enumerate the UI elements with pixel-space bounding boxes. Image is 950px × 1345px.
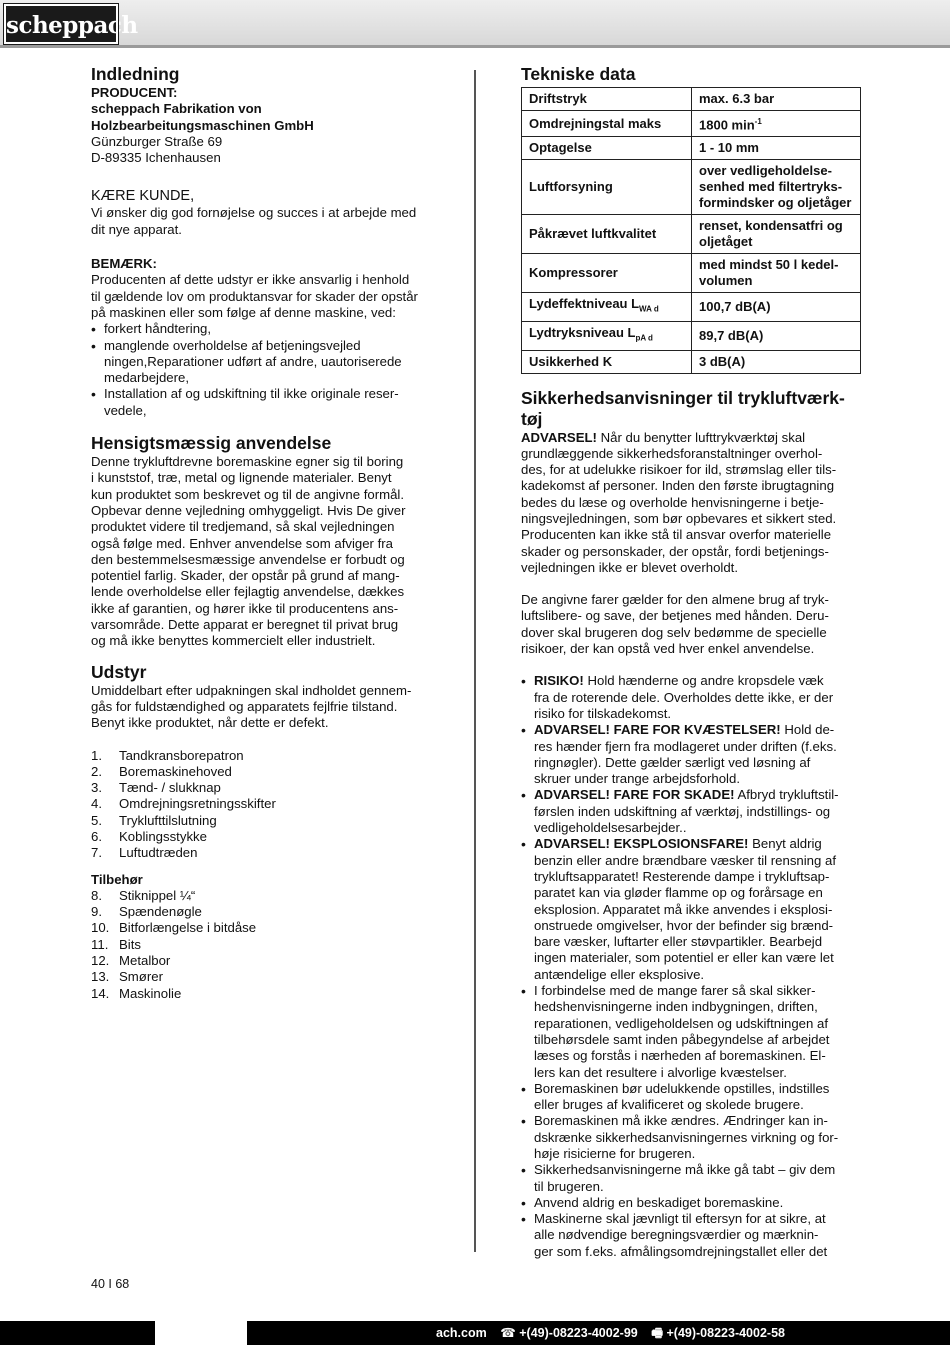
bullet-bold-label: RISIKO! <box>534 673 584 689</box>
warning-line-text: grundlæggende sikkerhedsforanstaltninger overhol- <box>521 445 823 461</box>
intended-use-line: den bestemmelsesmæssige anvendelse er forbudt og <box>91 551 405 567</box>
bullet-line-text: læses og forstås i nærheden af boremaskinen. El- <box>534 1048 826 1064</box>
bullet-line <box>534 739 861 755</box>
producer-street: Günzburger Straße 69 <box>91 133 223 149</box>
bullet-line: vedele, <box>104 402 147 418</box>
general-text <box>521 592 861 657</box>
tech-row <box>522 111 861 137</box>
tech-key-subscript: pA d <box>635 333 653 343</box>
safety-bullet <box>521 836 861 983</box>
intended-use-line: produktet videre til tredjemand, så skal vejledningen <box>91 519 395 535</box>
tech-row <box>522 137 861 160</box>
warning-line <box>521 495 861 511</box>
part-label: Boremaskinehoved <box>119 763 232 779</box>
tech-value-line: senhed med filtertryks- <box>699 179 843 195</box>
bullet-line-text: antændelige eller eksplosive. <box>534 966 705 982</box>
warning-line-text: kadekomst af personer. Inden den første ibrugtagning <box>521 478 835 494</box>
bullet-line-text: I forbindelse med de mange farer så skal sikker- <box>534 983 816 999</box>
bullet-line-text: til brugeren. <box>534 1178 604 1194</box>
part-item <box>91 796 436 812</box>
part-label: Spændenøgle <box>119 904 202 920</box>
tech-value-line: med mindst 50 l kedel- <box>699 257 839 273</box>
note-bullet-list <box>91 321 436 419</box>
customer-text-line: Vi ønsker dig god fornøjelse og succes i at arbejde med <box>91 205 417 221</box>
left-column <box>91 64 436 1002</box>
bullet-line <box>534 1244 861 1260</box>
safety-bullet <box>521 787 861 836</box>
tech-key <box>522 88 692 111</box>
warning-text <box>521 430 861 577</box>
part-number: 2. <box>91 763 102 779</box>
safety-bullet <box>521 1113 861 1162</box>
bullet-line-text: Boremaskinen må ikke ændres. Ændringer kan in- <box>534 1113 828 1129</box>
warning-line-text: bedes du læse og overholde henvisningerne i betje- <box>521 494 824 510</box>
tech-value-line: volumen <box>699 273 753 289</box>
part-number: 4. <box>91 796 102 812</box>
brand-logo: scheppach <box>4 4 118 44</box>
tech-value-line: formindsker og oljetåger <box>699 195 852 211</box>
bullet-line <box>534 836 861 852</box>
tech-value-line: max. 6.3 bar <box>699 91 775 106</box>
part-item <box>91 780 436 796</box>
footer-website[interactable]: ach.com <box>436 1326 487 1340</box>
safety-bullet <box>521 1162 861 1195</box>
tech-row <box>522 88 861 111</box>
warning-line-text: vejledningen ikke er blevet overholdt. <box>521 559 738 575</box>
warning-line-text: des, for at udelukke risikoer for ild, strømslag eller tils- <box>521 462 837 478</box>
bullet-line <box>534 755 861 771</box>
tech-row <box>522 160 861 215</box>
part-item <box>91 748 436 764</box>
bullet-line-text: risiko for tilskadekomst. <box>534 705 672 721</box>
tech-value <box>692 321 861 350</box>
bullet-line <box>534 869 861 885</box>
tech-key <box>522 293 692 322</box>
warning-line <box>521 560 861 576</box>
tech-row <box>522 215 861 254</box>
warning-line-text: skader og personskader, der opstår, fordi betjenings- <box>521 543 829 559</box>
bullet-line-text: fra de roterende dele. Overholdes dette ikke, er der <box>534 689 834 705</box>
general-line: risikoer, der kan opstå ved hver enkel anvendelse. <box>521 641 815 657</box>
bullet-line-text: dskrænke sikkerhedsanvisningernes virkning og for- <box>534 1129 839 1145</box>
note-line: til gældende lov om produktansvar for skader der opstår <box>91 288 418 304</box>
part-label: Luftudtræden <box>119 845 198 861</box>
bullet-line-text: vedligeholdelsesarbejder.. <box>534 820 687 836</box>
bullet-line <box>534 1227 861 1243</box>
bullet-line <box>534 1130 861 1146</box>
part-label: Smører <box>119 969 163 985</box>
tech-key-text: Kompressorer <box>529 265 618 281</box>
bullet-line <box>534 918 861 934</box>
intended-use-line: og må ikke benyttes kommercielt eller industrielt. <box>91 633 376 649</box>
tech-key <box>522 350 692 373</box>
part-label: Koblingsstykke <box>119 828 207 844</box>
tech-value <box>692 254 861 293</box>
safety-bullet <box>521 983 861 1081</box>
part-label: Bits <box>119 936 141 952</box>
equipment-heading: Udstyr <box>91 661 147 682</box>
bullet-line <box>534 934 861 950</box>
bullet-line <box>534 1065 861 1081</box>
bullet-bold-label: ADVARSEL! EKSPLOSIONSFARE! <box>534 836 749 852</box>
safety-heading-line: Sikkerhedsanvisninger til trykluftværk- <box>521 387 845 408</box>
warning-line <box>521 446 861 462</box>
tech-value <box>692 111 861 137</box>
part-number: 12. <box>91 953 110 969</box>
equipment-line: Umiddelbart efter udpakningen skal indholdet gennem- <box>91 682 412 698</box>
intended-use-text <box>91 454 436 650</box>
part-item <box>91 953 436 969</box>
general-line: dover skal brugeren dog selv bedømme de specielle <box>521 624 827 640</box>
part-item <box>91 920 436 936</box>
bullet-line: • Installation af og udskiftning til ikke originale reser- <box>104 386 399 402</box>
part-number: 11. <box>91 936 109 952</box>
column-divider <box>474 70 476 1252</box>
tech-key <box>522 254 692 293</box>
bullet-line-text: lers kan det resultere i alvorlige kvæstelser. <box>534 1064 787 1080</box>
part-number: 10. <box>91 920 110 936</box>
tech-value <box>692 293 861 322</box>
part-label: Tryklufttilslutning <box>119 812 217 828</box>
bullet-line <box>534 983 861 999</box>
safety-bullet <box>521 722 861 787</box>
bullet-line-text: reparationen, vedligeholdelsen og udskiftningen af <box>534 1015 829 1031</box>
bullet-line <box>534 1162 861 1178</box>
bullet-line-text: hedshenvisningerne inden indbygningen, driften, <box>534 999 818 1015</box>
warning-line-text: Når du benytter lufttrykværktøj skal <box>596 429 806 445</box>
bullet-line <box>534 999 861 1015</box>
bullet-line <box>534 690 861 706</box>
note-line: på maskinen eller som følge af denne maskine, ved: <box>91 304 396 320</box>
bullet-line <box>534 1195 861 1211</box>
part-number: 1. <box>91 747 102 763</box>
general-line: luftslibere- og save, der betjenes med hånden. Deru- <box>521 608 829 624</box>
safety-bullet <box>521 1211 861 1260</box>
part-number: 14. <box>91 985 110 1001</box>
bullet-line <box>534 1048 861 1064</box>
note-bullet <box>91 321 436 337</box>
tech-key-subscript: WA d <box>639 304 659 314</box>
intended-use-line: i kunststof, træ, metal og lignende materialer. Benyt <box>91 470 392 486</box>
parts-list <box>91 748 436 862</box>
warning-line-text: ningsvejledningen, som bør opbevares et sikkert sted. <box>521 511 837 526</box>
tech-row <box>522 321 861 350</box>
bullet-line-text: eller bruges af kvalificeret og skolede brugere. <box>534 1097 804 1113</box>
tech-row <box>522 254 861 293</box>
bullet-line-text: Maskinerne skal jævnligt til eftersyn for at sikre, at <box>534 1211 826 1227</box>
bullet-line-text: Benyt aldrig <box>748 836 822 852</box>
accessories-heading: Tilbehør <box>91 871 143 887</box>
part-label: Bitforlængelse i bitdåse <box>119 920 257 936</box>
bullet-line-text: Hold de- <box>780 722 835 738</box>
note-bullet <box>91 338 436 387</box>
part-number: 3. <box>91 780 102 796</box>
tech-value-superscript: -1 <box>754 117 762 126</box>
tech-key-text: Usikkerhed K <box>529 353 613 369</box>
bullet-line-text: ingen materialer, som potentiel er eller kan være let <box>534 950 834 966</box>
intended-use-line: Opbevar denne vejledning omhyggeligt. Hvis De giver <box>91 502 406 518</box>
footer-fax: 🖷 +(49)-08223-4002-58 <box>651 1326 785 1340</box>
warning-line <box>521 544 861 560</box>
tech-value-line: 100,7 dB(A) <box>699 299 771 315</box>
part-item <box>91 764 436 780</box>
general-line: De angivne farer gælder for den almene brug af tryk- <box>521 592 829 608</box>
safety-bullet <box>521 1195 861 1211</box>
bullet-line <box>534 1016 861 1032</box>
bullet-line-text: benzin eller andre brændbare væsker til rensning af <box>534 852 837 868</box>
safety-bullet <box>521 673 861 722</box>
bullet-line: medarbejdere, <box>104 370 190 386</box>
part-item <box>91 904 436 920</box>
producer-label: PRODUCENT: <box>91 85 178 100</box>
bullet-line <box>534 950 861 966</box>
safety-bullet <box>521 1081 861 1114</box>
note-text <box>91 272 436 321</box>
bullet-line-text: tilbehørsdele samt inden påbegyndelse af arbejdet <box>534 1031 830 1047</box>
customer-heading: KÆRE KUNDE, <box>91 188 195 205</box>
intended-use-line: ikke af garantien, og hører ikke til producentens ans- <box>91 600 399 616</box>
warning-line <box>521 462 861 478</box>
part-item <box>91 969 436 985</box>
bullet-line <box>534 1211 861 1227</box>
part-item <box>91 829 436 845</box>
header-bar <box>0 0 950 48</box>
customer-text-line: dit nye apparat. <box>91 221 182 237</box>
tech-value-line: oljetåget <box>699 234 753 250</box>
note-line: Producenten af dette udstyr er ikke ansvarlig i henhold <box>91 272 410 288</box>
bullet-line-text: Sikkerhedsanvisningerne må ikke gå tabt – giv dem <box>534 1162 836 1178</box>
producer-city: D-89335 Ichenhausen <box>91 150 221 166</box>
tech-value-line: over vedligeholdelse- <box>699 163 832 179</box>
bullet-line <box>534 706 861 722</box>
equipment-text <box>91 683 436 732</box>
part-label: Tandkransborepatron <box>119 747 244 763</box>
bullet-line-text: Afbryd trykluftstil- <box>734 787 839 803</box>
tech-value <box>692 350 861 373</box>
footer-contacts <box>436 1321 795 1345</box>
bullet-line-text: bare væsker, luftarter eller støvpartikler. Bearbejd <box>534 934 823 950</box>
bullet-line <box>534 722 861 738</box>
bullet-line <box>534 967 861 983</box>
footer-bar <box>0 1321 950 1345</box>
tech-value-line: 89,7 dB(A) <box>699 327 764 343</box>
equipment-line: gås for fuldstændighed og apparatets fejlfrie tilstand. <box>91 698 398 714</box>
part-label: Stiknippel ¼“ <box>119 887 196 903</box>
tech-key-text: Lydtryksniveau L <box>529 324 636 340</box>
tech-value <box>692 88 861 111</box>
bullet-line <box>534 853 861 869</box>
page-number: 40 I 68 <box>91 1277 130 1291</box>
bullet-line <box>534 787 861 803</box>
bullet-line-text: res hænder fjern fra modlageret under driften (f.eks. <box>534 738 837 754</box>
bullet-line-text: Boremaskinen bør udelukkende opstilles, indstilles <box>534 1080 830 1096</box>
warning-line <box>521 527 861 543</box>
bullet-bold-label: ADVARSEL! FARE FOR KVÆSTELSER! <box>534 722 781 738</box>
bullet-line <box>534 1032 861 1048</box>
part-item <box>91 937 436 953</box>
part-number: 9. <box>91 904 102 920</box>
footer-phone: ☎ +(49)-08223-4002-99 <box>500 1326 638 1340</box>
tech-value-line: 1 - 10 mm <box>699 140 759 156</box>
bullet-line-text: paratet kan via gløder flamme op og forårsage en <box>534 885 823 901</box>
intended-use-line: varsområde. Dette apparat er beregnet til privat brug <box>91 617 399 633</box>
bullet-line-text: Hold hænderne og andre kropsdele væk <box>583 673 824 689</box>
tech-key-text: Driftstryk <box>529 91 587 106</box>
tech-key-text: Luftforsyning <box>529 179 613 195</box>
intended-use-line: potentiel farlig. Skader, der opstår på grund af mang- <box>91 568 400 584</box>
part-item <box>91 845 436 861</box>
warning-line <box>521 511 861 527</box>
part-number: 6. <box>91 828 102 844</box>
tech-key-text: Lydeffektniveau L <box>529 296 640 312</box>
bullet-line <box>534 804 861 820</box>
safety-bullet-list <box>521 673 861 1260</box>
warning-line-text: Producenten kan ikke stå til ansvar overfor materielle <box>521 527 832 543</box>
tech-value <box>692 215 861 254</box>
part-number: 13. <box>91 969 110 985</box>
warning-line <box>521 478 861 494</box>
part-number: 8. <box>91 887 102 903</box>
tech-key-text: Omdrejningstal maks <box>529 115 662 131</box>
intro-heading: Indledning <box>91 64 180 84</box>
part-label: Maskinolie <box>119 985 182 1001</box>
tech-value <box>692 137 861 160</box>
note-bullet <box>91 386 436 419</box>
part-item <box>91 986 436 1002</box>
warning-line <box>521 430 861 446</box>
tech-key <box>522 215 692 254</box>
bullet-line: ningen,Reparationer udført af andre, uautoriserede <box>104 353 402 369</box>
equipment-line: Benyt ikke produktet, når dette er defekt. <box>91 715 329 731</box>
tech-key <box>522 321 692 350</box>
bullet-line-text: onstruede omgivelser, hvor der befinder sig brænd- <box>534 917 834 933</box>
bullet-line-text: alle nødvendige beregningsværdier og mærknin- <box>534 1227 819 1243</box>
producer-name-line: scheppach Fabrikation von <box>91 101 262 117</box>
tech-data-heading: Tekniske data <box>521 64 636 84</box>
part-label: Tænd- / slukknap <box>119 780 221 796</box>
bullet-line-text: høje risicierne for brugeren. <box>534 1145 696 1161</box>
part-label: Metalbor <box>119 953 171 969</box>
tech-value-line: 1800 $\min^{-1}$ <box>699 117 762 133</box>
tech-value <box>692 160 861 215</box>
bullet-line <box>534 820 861 836</box>
bullet-bold-label: ADVARSEL! FARE FOR SKADE! <box>534 787 735 803</box>
bullet-line-text: trykluftsapparatet! Resterende dampe i trykluftsap- <box>534 868 830 884</box>
bullet-line <box>534 885 861 901</box>
intended-use-line: Denne trykluftdrevne boremaskine egner sig til boring <box>91 454 404 470</box>
bullet-line <box>534 1113 861 1129</box>
intended-use-line: også følge med. Enhver anvendelse som afviger fra <box>91 535 394 551</box>
bullet-line <box>534 1146 861 1162</box>
tech-key-text: Optagelse <box>529 140 592 156</box>
bullet-line-text: førslen inden udskiftning af værktøj, indstillings- og <box>534 803 831 819</box>
part-label: Omdrejningsretningsskifter <box>119 796 276 812</box>
tech-value-line: renset, kondensatfri og <box>699 218 843 234</box>
tech-key-text: Påkrævet luftkvalitet <box>529 226 657 242</box>
bullet-line-text: ringnøgler). Dette gælder særligt ved løsning af <box>534 754 811 770</box>
right-column <box>521 64 861 1260</box>
intended-use-line: kun produktet som beskrevet og til de angivne formål. <box>91 486 405 502</box>
bullet-line-text: ger som f.eks. afmålingsomdrejningstallet eller det <box>534 1243 828 1259</box>
bullet-line: • manglende overholdelse af betjeningsvejled <box>104 337 361 353</box>
bullet-line-text: Anvend aldrig en beskadiget boremaskine. <box>534 1194 784 1210</box>
bullet-line-text: eksplosion. Apparatet må ikke anvendes i eksplosi- <box>534 901 833 917</box>
tech-value-line: 3 dB(A) <box>699 353 746 369</box>
bullet-line <box>534 771 861 787</box>
tech-row <box>522 293 861 322</box>
part-number: 5. <box>91 812 102 828</box>
part-number: 7. <box>91 845 102 861</box>
tech-key <box>522 111 692 137</box>
intended-use-heading: Hensigtsmæssig anvendelse <box>91 433 332 454</box>
note-heading: BEMÆRK: <box>91 256 157 272</box>
bullet-line: • forkert håndtering, <box>104 321 212 337</box>
bullet-line <box>534 1179 861 1195</box>
producer-name-line: Holzbearbeitungsmaschinen GmbH <box>91 117 314 133</box>
tech-key <box>522 137 692 160</box>
warning-label: ADVARSEL! <box>521 429 597 445</box>
intended-use-line: lende overholdelse eller fejlagtig anvendelse, dækkes <box>91 584 405 600</box>
part-item <box>91 813 436 829</box>
tech-key <box>522 160 692 215</box>
footer-gap <box>155 1321 247 1345</box>
bullet-line <box>534 673 861 689</box>
tech-row <box>522 350 861 373</box>
bullet-line <box>534 1081 861 1097</box>
bullet-line-text: skruer under trange arbejdsforhold. <box>534 771 740 787</box>
safety-heading-line: tøj <box>521 408 543 429</box>
part-item <box>91 888 436 904</box>
bullet-line <box>534 1097 861 1113</box>
bullet-line <box>534 902 861 918</box>
accessories-list <box>91 888 436 1002</box>
tech-data-table <box>521 87 861 374</box>
